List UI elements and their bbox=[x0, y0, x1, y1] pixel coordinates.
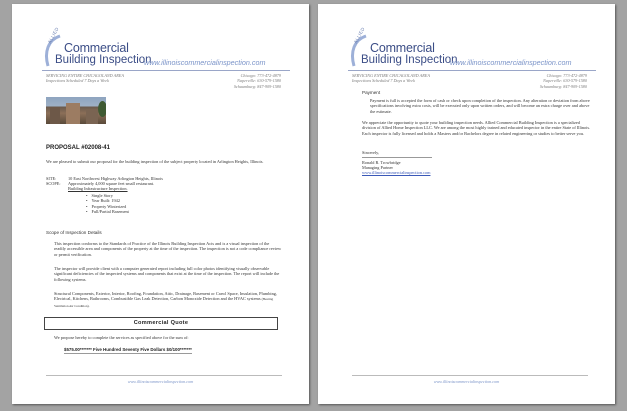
header-rule bbox=[42, 70, 290, 71]
logo-line2: Building Inspection bbox=[361, 54, 458, 66]
header-phones bbox=[540, 73, 587, 89]
signer-website-link[interactable]: www.illinoiscommercialinspection.com bbox=[362, 170, 431, 175]
scope-details-title: Scope of Inspection Details bbox=[46, 230, 102, 235]
phone-schaumburg: Schaumburg: 847-909-1580 bbox=[233, 83, 281, 89]
header-website: www.illinoiscommercialinspection.com bbox=[450, 58, 572, 67]
schedule-text: Inspections Scheduled 7 Days a Week bbox=[352, 78, 415, 84]
scope-paragraph-3 bbox=[54, 291, 282, 309]
header-website: www.illinoiscommercialinspection.com bbox=[144, 58, 266, 67]
schedule-text: Inspections Scheduled 7 Days a Week bbox=[46, 78, 109, 84]
intro-paragraph: We are pleased to submit our proposal for the building inspection of the subject property located in Arlington Heights, Illinois. bbox=[46, 159, 264, 164]
sincerely: Sincerely, bbox=[362, 150, 380, 155]
payment-title: Payment bbox=[362, 90, 381, 95]
site-label: SITE: bbox=[46, 176, 57, 181]
scope-label: SCOPE: bbox=[46, 181, 61, 186]
signature-line bbox=[362, 157, 432, 158]
phone-chicago: Chicago: 773-472-4879 bbox=[546, 73, 587, 78]
document-page-1 bbox=[12, 4, 309, 404]
logo-allied-text: ALLIED bbox=[47, 26, 60, 45]
list-item: • Single Story bbox=[86, 193, 129, 198]
phone-naperville: Naperville: 630-579-1580 bbox=[237, 78, 281, 84]
phone-chicago: Chicago: 773-472-4879 bbox=[240, 73, 281, 78]
company-logo bbox=[348, 26, 458, 68]
serving-text: SERVICING ENTIRE CHICAGOLAND AREA bbox=[352, 73, 430, 78]
footer-website: www.illinoiscommercialinspection.com bbox=[127, 379, 194, 384]
scope-paragraph-2: The inspector will provide client with a computer generated report including full color photos identifying visually observable significant deficiencies of the inspected systems and components that exist at the time of the inspection. The report will include the following systems. bbox=[54, 266, 280, 282]
header-service-area bbox=[352, 73, 430, 84]
appreciation-paragraph: We appreciate the opportunity to quote your building inspection needs. Allied Commercial Building Inspection is a specialized division of Allied Home Inspection LLC. We are among the most highly trained and educated inspector in the entire State of Illinois. Each inspector is fully licensed and holds a Masters and/or Bachelors degree in related engineering or studies to better serve you. bbox=[362, 120, 591, 136]
list-item: • Year Built: 1942 bbox=[86, 198, 129, 203]
payment-paragraph: Payment is full is accepted the form of cash or check upon completion of the inspection. Any alteration or deviation from above specifications involving extra costs, will be executed only upon written orders, and will become an extra charge over and above the estimate. bbox=[370, 98, 590, 114]
list-item: • Property Winterized bbox=[86, 204, 129, 209]
signer-title: Managing Partner bbox=[362, 165, 393, 170]
systems-list: Structural Components, Exterior, Interior, Roofing, Foundation, Attic, Drainage, Basement or Crawl Space, Insulation, Plumbing, Electrical, Kitchens, Bathrooms, Combustible Gas Leak Detection, Carbon Monoxide Detection and the HVAC systems bbox=[54, 291, 277, 302]
quote-amount: $575.00******* Five Hundred Seventy Five Dollars $0/100******* bbox=[64, 347, 192, 352]
property-bullets bbox=[86, 193, 129, 214]
header-rule bbox=[348, 70, 596, 71]
footer-rule bbox=[46, 375, 282, 376]
serving-text: SERVICING ENTIRE CHICAGOLAND AREA bbox=[46, 73, 124, 78]
document-page-2 bbox=[318, 4, 615, 404]
quote-intro: We propose hereby to complete the services as specified above for the sum of: bbox=[54, 335, 189, 340]
footer-website: www.illinoiscommercialinspection.com bbox=[433, 379, 500, 384]
header-service-area bbox=[46, 73, 124, 84]
phone-naperville: Naperville: 630-579-1580 bbox=[543, 78, 587, 84]
signer-name: Ronald R. Trowbridge bbox=[362, 160, 401, 165]
logo-line2: Building Inspection bbox=[55, 54, 152, 66]
phone-schaumburg: Schaumburg: 847-909-1580 bbox=[539, 83, 587, 89]
scope-paragraph-1: This inspection conforms to the Standards of Practice of the Illinois Building Inspection Acts and is a visual inspection of the readily accessible area and components of the property at the time of the inspection. The inspection is not a code compliance review or permit verification. bbox=[54, 241, 282, 257]
proposal-number: PROPOSAL #02008-41 bbox=[46, 145, 110, 151]
scope-value: Approximately 4,000 square feet small restaurant. bbox=[68, 181, 155, 186]
hvac-note: (Heating Ventilation Air Condition). bbox=[54, 297, 274, 308]
logo-line1: Commercial bbox=[64, 41, 129, 55]
list-item: • Full/Partial Basement bbox=[86, 209, 129, 214]
property-photo bbox=[46, 97, 106, 124]
site-value: 10 East Northwest Highway Arlington Heights, Illinois bbox=[68, 176, 163, 181]
logo-allied-text: ALLIED bbox=[353, 26, 366, 45]
commercial-quote-heading: Commercial Quote bbox=[44, 317, 278, 330]
header-phones bbox=[234, 73, 281, 89]
footer-rule bbox=[352, 375, 588, 376]
logo-line1: Commercial bbox=[370, 41, 435, 55]
scope-sub: Building Infrastructure Inspection. bbox=[68, 186, 128, 191]
company-logo bbox=[42, 26, 152, 68]
